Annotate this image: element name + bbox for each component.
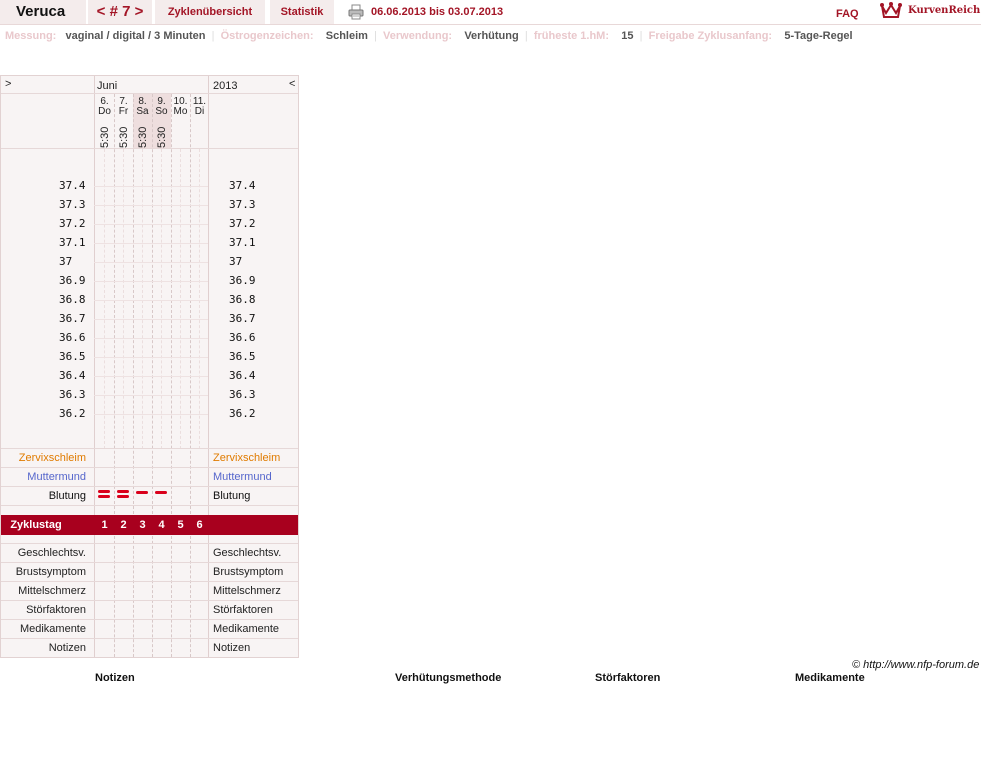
temp-label: 37 — [229, 255, 243, 268]
temp-label: 37.3 — [59, 198, 86, 211]
cycle-day[interactable]: 5 — [177, 519, 184, 531]
cycle-day[interactable]: 6 — [196, 519, 203, 531]
intercourse-label: Geschlechtsv. — [213, 547, 282, 559]
contraception-heading: Verhütungsmethode — [395, 672, 502, 684]
release-value: 5-Tage-Regel — [784, 30, 853, 42]
temp-label: 36.8 — [229, 293, 256, 306]
day-header: 10. Mo — [173, 96, 188, 117]
temp-label: 37.4 — [229, 179, 256, 192]
earliest-value: 15 — [621, 30, 634, 42]
temp-label: 36.4 — [59, 369, 86, 382]
measure-time: 5:30 — [118, 126, 130, 148]
row-divider — [1, 562, 298, 563]
cycle-chart — [0, 75, 299, 658]
notes-label: Notizen — [48, 642, 86, 654]
separator: | — [208, 30, 218, 42]
date-range: 06.06.2013 bis 03.07.2013 — [371, 6, 504, 18]
row-divider — [1, 638, 298, 639]
estrogen-value: Schleim — [325, 30, 368, 42]
day-divider — [190, 94, 191, 514]
temp-label: 36.7 — [59, 312, 86, 325]
day-divider — [133, 94, 134, 514]
cycle-day-label: Zyklustag — [10, 519, 62, 531]
month-label: Juni — [97, 80, 118, 92]
row-divider — [1, 448, 298, 449]
temp-gridline — [94, 319, 208, 320]
half-divider — [142, 149, 143, 449]
day-header: 7. Fr — [118, 96, 129, 117]
measure-time: 5:30 — [99, 126, 111, 148]
half-divider — [199, 149, 200, 449]
earliest-label: früheste 1.hM: — [533, 30, 610, 42]
cervix-label: Zervixschleim — [213, 452, 281, 464]
cycle-day[interactable]: 2 — [120, 519, 127, 531]
temp-label: 36.6 — [59, 331, 86, 344]
mittelschmerz-label: Mittelschmerz — [18, 585, 86, 597]
cycle-day[interactable]: 1 — [101, 519, 108, 531]
mittelschmerz-label: Mittelschmerz — [213, 585, 281, 597]
temp-gridline — [94, 186, 208, 187]
temp-gridline — [94, 243, 208, 244]
bleeding-mark — [117, 490, 129, 493]
separator: | — [636, 30, 646, 42]
medication-label: Medikamente — [213, 623, 280, 635]
bleeding-mark — [136, 491, 148, 494]
cervix-label: Zervixschleim — [18, 452, 86, 464]
bleeding-mark — [98, 490, 110, 493]
measure-time: 5:30 — [156, 126, 168, 148]
release-label: Freigabe Zyklusanfang: — [648, 30, 773, 42]
temp-gridline — [94, 281, 208, 282]
temp-label: 36.7 — [229, 312, 256, 325]
user-name: Veruca — [0, 0, 86, 24]
disturbance-label: Störfaktoren — [26, 604, 86, 616]
row-divider — [1, 486, 298, 487]
temp-gridline — [94, 357, 208, 358]
temp-label: 36.6 — [229, 331, 256, 344]
bleeding-mark — [98, 495, 110, 498]
temp-gridline — [94, 205, 208, 206]
temp-label: 36.2 — [229, 407, 256, 420]
temp-gridline — [94, 376, 208, 377]
half-divider — [104, 149, 105, 449]
tab-statistics[interactable]: Statistik — [270, 0, 334, 24]
day-divider — [171, 94, 172, 514]
disturbances-heading: Störfaktoren — [595, 672, 661, 684]
cycle-day-row — [1, 515, 298, 535]
day-header: 6. Do — [98, 96, 111, 117]
tab-cycle-overview[interactable]: Zyklenübersicht — [155, 0, 265, 24]
temp-label: 37.3 — [229, 198, 256, 211]
crown-icon — [880, 1, 902, 19]
cycle-day[interactable]: 4 — [158, 519, 165, 531]
bleeding-label: Blutung — [213, 490, 251, 502]
temp-label: 36.4 — [229, 369, 256, 382]
cycle-navigator[interactable]: < # 7 > — [88, 0, 152, 24]
bleeding-label: Blutung — [48, 490, 86, 502]
half-divider — [180, 149, 181, 449]
measurement-value: vaginal / digital / 3 Minuten — [65, 30, 206, 42]
info-bar — [5, 30, 853, 42]
temp-label: 36.3 — [59, 388, 86, 401]
notes-label: Notizen — [213, 642, 251, 654]
day-header: 11. Di — [192, 96, 207, 117]
top-bar — [0, 0, 981, 24]
use-label: Verwendung: — [383, 30, 453, 42]
temp-gridline — [94, 262, 208, 263]
breast-symptom-label: Brustsymptom — [213, 566, 284, 578]
temp-label: 36.3 — [229, 388, 256, 401]
temp-label: 36.9 — [59, 274, 86, 287]
row-divider — [1, 619, 298, 620]
temp-label: 37.1 — [59, 236, 86, 249]
nav-next-button[interactable]: < — [289, 78, 296, 90]
disturbance-label: Störfaktoren — [213, 604, 273, 616]
temp-label: 36.8 — [59, 293, 86, 306]
separator: | — [521, 30, 531, 42]
cycle-day[interactable]: 3 — [139, 519, 146, 531]
day-header: 8. Sa — [136, 96, 149, 117]
logo-text: KurvenReich — [908, 5, 981, 16]
temp-label: 36.9 — [229, 274, 256, 287]
copyright[interactable]: © http://www.nfp-forum.de — [852, 659, 980, 671]
row-divider — [1, 600, 298, 601]
year-label: 2013 — [213, 80, 238, 92]
temp-gridline — [94, 338, 208, 339]
temp-label: 37.1 — [229, 236, 256, 249]
half-divider — [123, 149, 124, 449]
day-divider — [114, 94, 115, 514]
temp-label: 37.4 — [59, 179, 86, 192]
left-label-border — [94, 76, 95, 657]
row-divider — [1, 543, 298, 544]
bleeding-mark — [117, 495, 129, 498]
temp-gridline — [94, 224, 208, 225]
temp-label: 36.2 — [59, 407, 86, 420]
printer-icon[interactable] — [348, 4, 364, 20]
breast-symptom-label: Brustsymptom — [15, 566, 86, 578]
use-value: Verhütung — [464, 30, 519, 42]
measurement-label: Messung: — [5, 30, 57, 42]
nav-prev-button[interactable]: > — [5, 78, 12, 90]
day-header: 9. So — [155, 96, 168, 117]
separator: | — [370, 30, 380, 42]
medication-label: Medikamente — [19, 623, 86, 635]
measure-time: 5:30 — [137, 126, 149, 148]
temp-label: 37.2 — [229, 217, 256, 230]
mumu-label: Muttermund — [27, 471, 86, 483]
mumu-label: Muttermund — [213, 471, 272, 483]
medication-heading: Medikamente — [795, 672, 865, 684]
day-divider — [152, 94, 153, 514]
temp-gridline — [94, 300, 208, 301]
notes-heading: Notizen — [95, 672, 135, 684]
faq-link[interactable]: FAQ — [836, 8, 859, 20]
temp-label: 37.2 — [59, 217, 86, 230]
temp-label: 36.5 — [59, 350, 86, 363]
row-divider — [1, 467, 298, 468]
top-divider — [0, 24, 981, 25]
temp-gridline — [94, 395, 208, 396]
estrogen-label: Östrogenzeichen: — [220, 30, 314, 42]
temp-label: 36.5 — [229, 350, 256, 363]
temp-gridline — [94, 414, 208, 415]
bleeding-mark — [155, 491, 167, 494]
header-divider — [1, 93, 298, 94]
row-divider — [1, 505, 298, 506]
intercourse-label: Geschlechtsv. — [17, 547, 86, 559]
right-label-border — [208, 76, 209, 657]
temp-label: 37 — [59, 255, 73, 268]
row-divider — [1, 581, 298, 582]
half-divider — [161, 149, 162, 449]
temp-area-top — [1, 148, 298, 149]
